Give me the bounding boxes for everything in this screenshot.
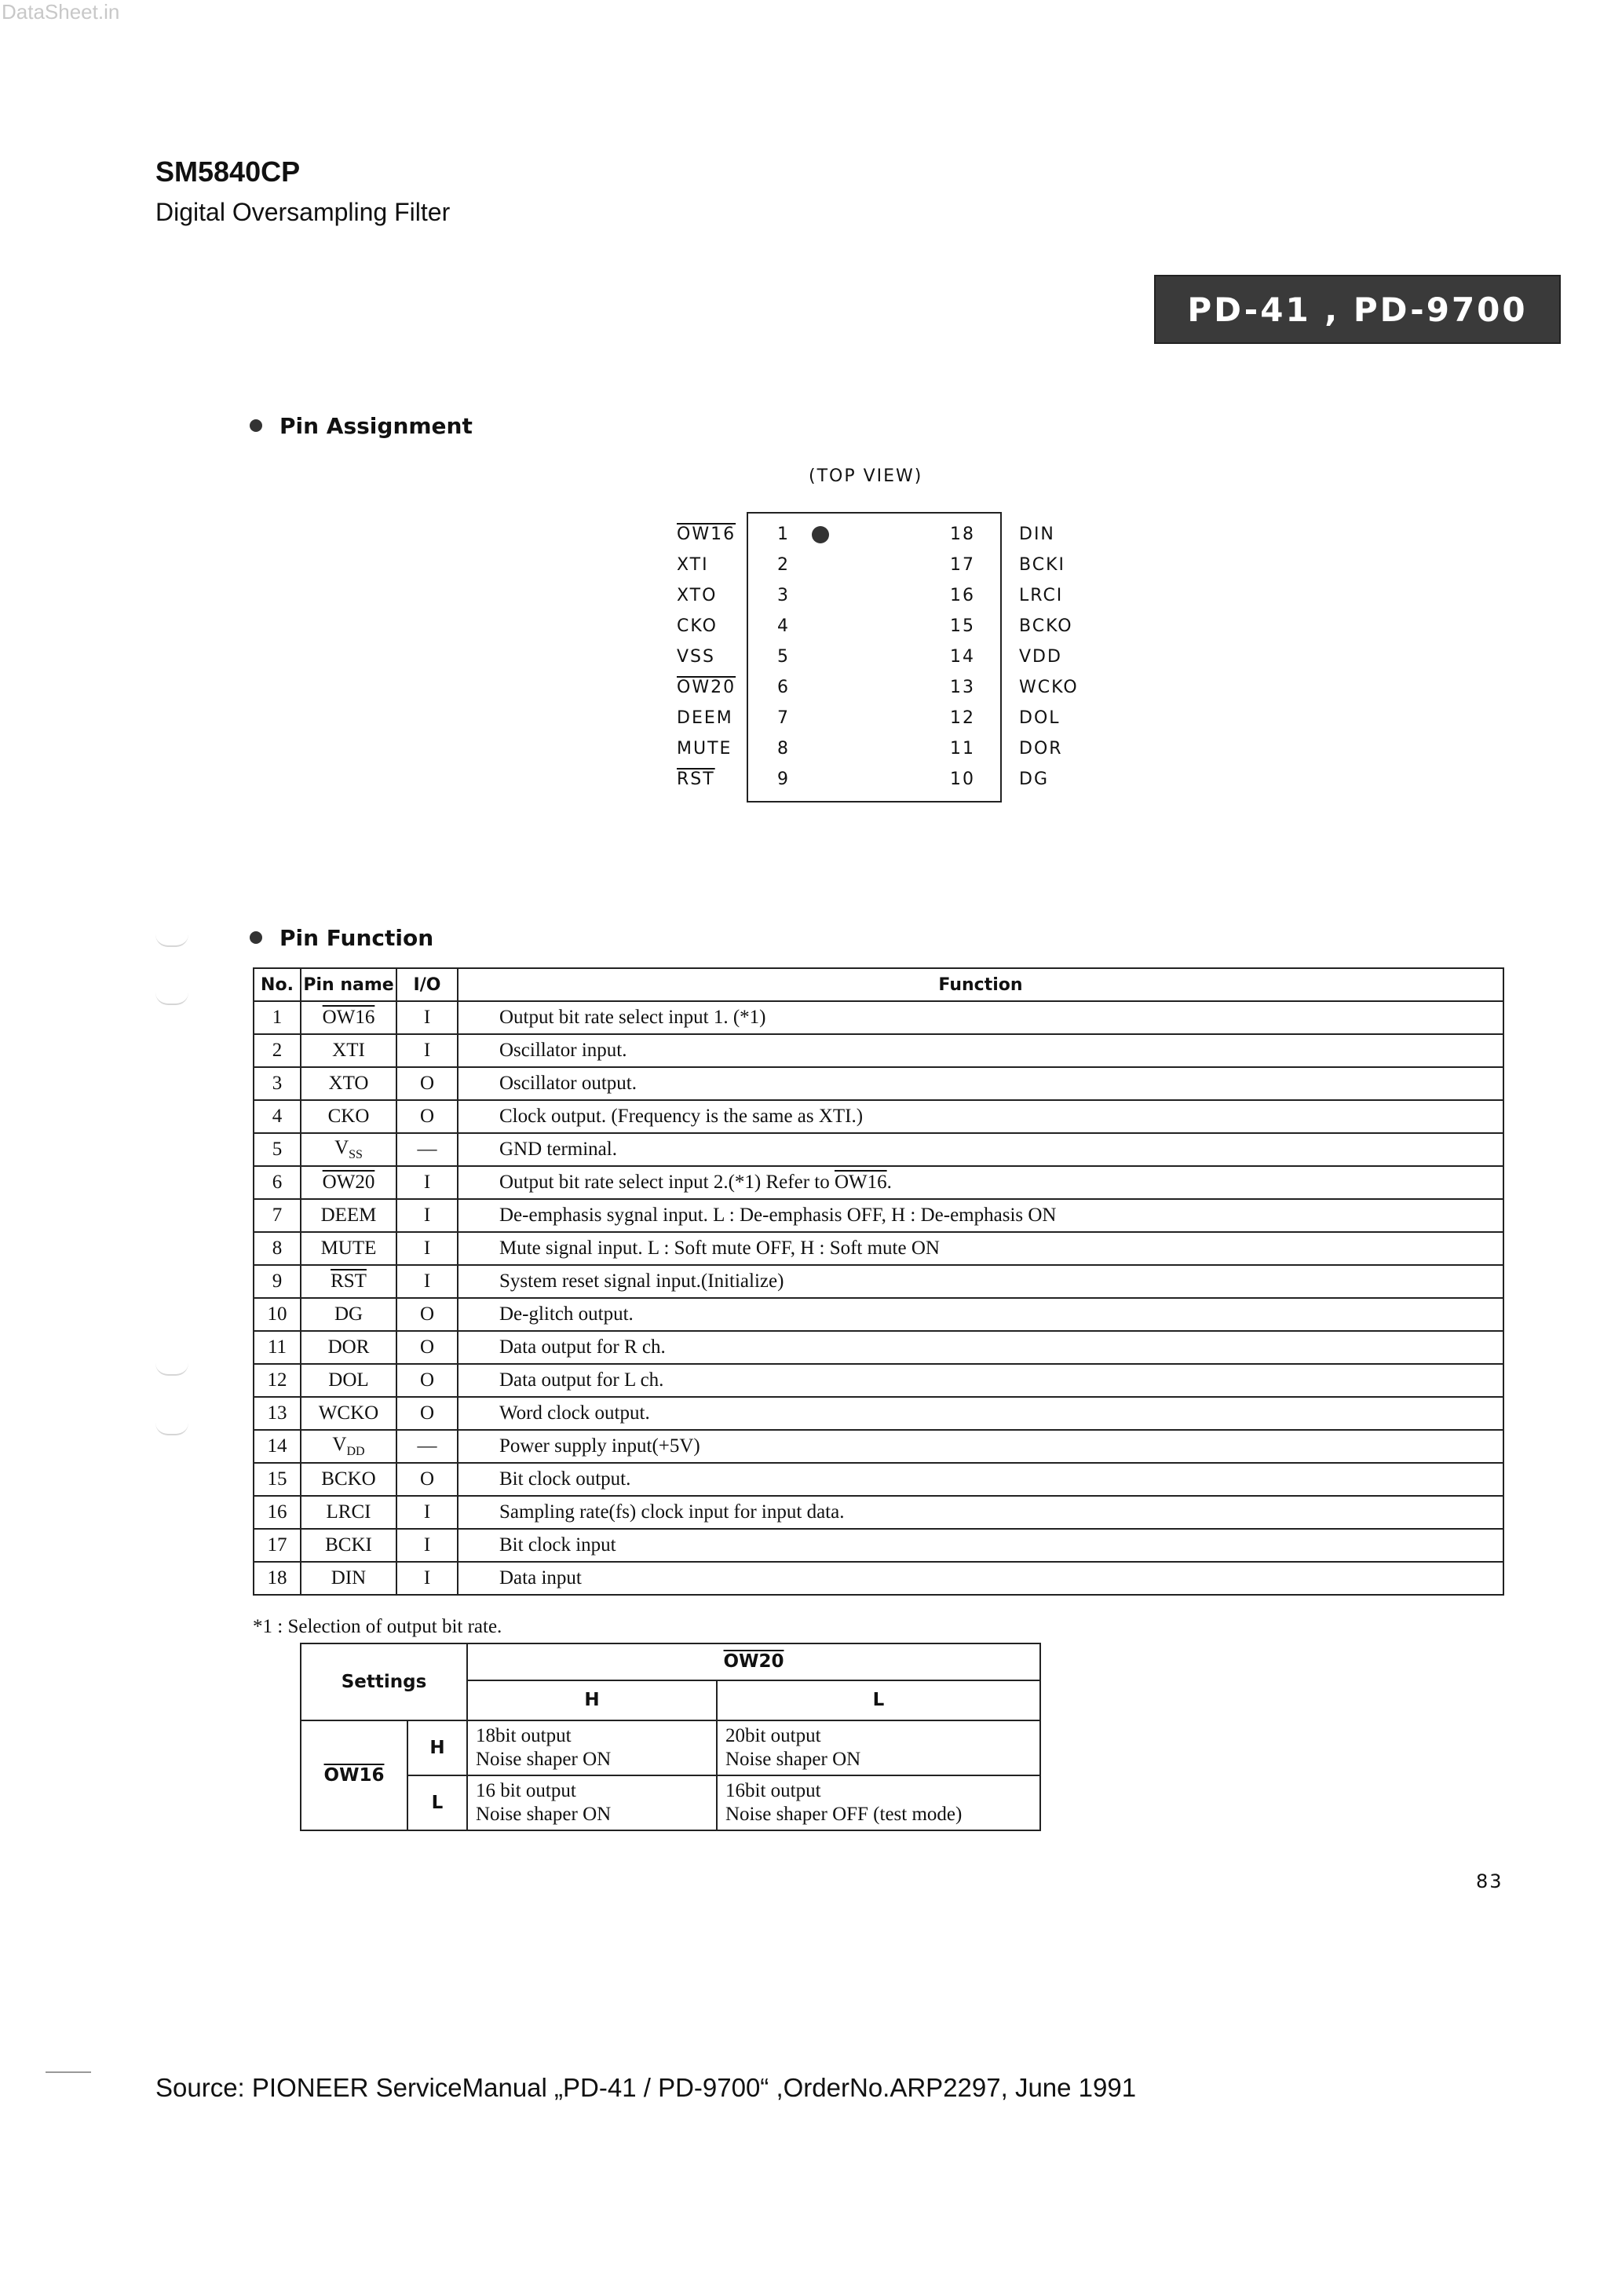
left-pin-number: 8: [777, 739, 790, 759]
pin-no-cell: 5: [254, 1133, 301, 1166]
pin-no-cell: 8: [254, 1232, 301, 1265]
pin-no-cell: 3: [254, 1067, 301, 1100]
pin-io-cell: —: [396, 1430, 458, 1463]
pin-io-cell: O: [396, 1463, 458, 1496]
table-row: [254, 1397, 1503, 1430]
pin-no-cell: 9: [254, 1265, 301, 1298]
pin-name-cell: WCKO: [301, 1397, 396, 1430]
ow16-h-label: H: [407, 1720, 467, 1775]
settings-header-row: [301, 1643, 1040, 1680]
table-row: [254, 1001, 1503, 1034]
left-pin-name: OW20: [677, 678, 736, 697]
pin-name-cell: $V_{SS}$: [301, 1133, 396, 1166]
pin-function-cell: Word clock output.: [458, 1397, 1503, 1430]
punch-hole-mark: [155, 1423, 188, 1435]
bullet-icon: [250, 419, 262, 432]
table-row: [254, 1463, 1503, 1496]
pin-name-cell: $V_{DD}$: [301, 1430, 396, 1463]
left-pin-number: 3: [777, 586, 790, 605]
right-pin-number: 14: [950, 647, 975, 667]
pin-assignment-title: Pin Assignment: [279, 413, 473, 439]
pin-no-cell: 12: [254, 1364, 301, 1397]
pin-io-cell: —: [396, 1133, 458, 1166]
col-io-header: I/O: [396, 968, 458, 1001]
right-pin-number: 15: [950, 616, 975, 636]
pin-function-table: [253, 967, 1504, 1596]
table-row: [254, 1529, 1503, 1562]
right-pin-name: BCKI: [1019, 555, 1065, 575]
source-citation: Source: PIONEER ServiceManual „PD-41 / PD-9700“ ,OrderNo.ARP2297, June 1991: [155, 2073, 1137, 2102]
ow20-h-header: H: [467, 1680, 717, 1720]
pin-no-cell: 15: [254, 1463, 301, 1496]
pin-name-cell: OW16: [301, 1001, 396, 1034]
pin-name-cell: BCKO: [301, 1463, 396, 1496]
col-function-header: Function: [458, 968, 1503, 1001]
pin-io-cell: I: [396, 1496, 458, 1529]
pin-name-cell: DIN: [301, 1562, 396, 1595]
pin-name-cell: XTO: [301, 1067, 396, 1100]
left-pin-name: $\overline{RST}$: [677, 770, 715, 789]
pin-function-cell: System reset signal input.(Initialize): [458, 1265, 1503, 1298]
pin-function-cell: Oscillator output.: [458, 1067, 1503, 1100]
pin-name-cell: DOR: [301, 1331, 396, 1364]
table-row: [254, 1232, 1503, 1265]
watermark: DataSheet.in: [2, 0, 120, 24]
chip-subtitle: Digital Oversampling Filter: [155, 198, 451, 226]
pin-no-cell: 11: [254, 1331, 301, 1364]
left-pin-name: OW16: [677, 525, 736, 544]
pin-io-cell: O: [396, 1331, 458, 1364]
pin-function-cell: Mute signal input. L : Soft mute OFF, H : Soft mute ON: [458, 1232, 1503, 1265]
pin-function-cell: Data output for L ch.: [458, 1364, 1503, 1397]
model-badge: [1154, 275, 1561, 344]
pin-io-cell: O: [396, 1298, 458, 1331]
pin-no-cell: 2: [254, 1034, 301, 1067]
settings-row-h: [301, 1720, 1040, 1775]
pin-function-title: Pin Function: [279, 925, 434, 951]
pin-io-cell: I: [396, 1529, 458, 1562]
pin-io-cell: I: [396, 1562, 458, 1595]
left-pin-name: CKO: [677, 616, 718, 636]
pin-no-cell: 13: [254, 1397, 301, 1430]
settings-table: [300, 1643, 1041, 1831]
pin-no-cell: 18: [254, 1562, 301, 1595]
right-pin-number: 17: [950, 555, 975, 575]
pin-function-cell: De-glitch output.: [458, 1298, 1503, 1331]
pin-function-cell: Bit clock output.: [458, 1463, 1503, 1496]
ow20-header: OW20: [467, 1643, 1040, 1680]
pin-name-cell: OW20: [301, 1166, 396, 1199]
right-pin-name: DOL: [1019, 708, 1061, 728]
pin-name-cell: BCKI: [301, 1529, 396, 1562]
top-view-label: (TOP VIEW): [809, 466, 923, 486]
right-pin-number: 18: [950, 525, 975, 544]
left-pin-number: 6: [777, 678, 790, 697]
pin-function-cell: Bit clock input: [458, 1529, 1503, 1562]
left-pin-name: XTO: [677, 586, 718, 605]
pin-function-body: [254, 1001, 1503, 1595]
left-pin-name: XTI: [677, 555, 709, 575]
settings-header: Settings: [301, 1643, 467, 1720]
right-pin-name: WCKO: [1019, 678, 1079, 697]
pin-no-cell: 16: [254, 1496, 301, 1529]
pin-name-cell: LRCI: [301, 1496, 396, 1529]
left-pin-name: DEEM: [677, 708, 733, 728]
table-row: [254, 1298, 1503, 1331]
pin-function-cell: Sampling rate(fs) clock input for input data.: [458, 1496, 1503, 1529]
right-pin-number: 12: [950, 708, 975, 728]
table-row: [254, 1265, 1503, 1298]
pin-io-cell: I: [396, 1232, 458, 1265]
pin-function-cell: Clock output. (Frequency is the same as XTI.): [458, 1100, 1503, 1133]
table-row: [254, 1331, 1503, 1364]
pin-name-cell: $\overline{RST}$: [301, 1265, 396, 1298]
pin-name-cell: CKO: [301, 1100, 396, 1133]
right-pin-name: BCKO: [1019, 616, 1073, 636]
pin-io-cell: O: [396, 1100, 458, 1133]
pin-function-cell: GND terminal.: [458, 1133, 1503, 1166]
ow20-l-header: L: [717, 1680, 1040, 1720]
table-header-row: [254, 968, 1503, 1001]
setting-hh: 18bit output Noise shaper ON: [467, 1720, 717, 1775]
right-pin-number: 11: [950, 739, 975, 759]
pin-function-cell: De-emphasis sygnal input. L : De-emphasis OFF, H : De-emphasis ON: [458, 1199, 1503, 1232]
pin-function-cell: Output bit rate select input 1. (*1): [458, 1001, 1503, 1034]
pin-function-cell: Data input: [458, 1562, 1503, 1595]
pin-no-cell: 6: [254, 1166, 301, 1199]
setting-ll: 16bit output Noise shaper OFF (test mode): [717, 1775, 1040, 1830]
pin-name-cell: XTI: [301, 1034, 396, 1067]
punch-hole-mark: [155, 1363, 188, 1376]
pin-no-cell: 17: [254, 1529, 301, 1562]
right-pin-number: 16: [950, 586, 975, 605]
punch-hole-mark: [155, 934, 188, 947]
ow16-header: OW16: [301, 1720, 407, 1830]
right-pin-number: 13: [950, 678, 975, 697]
punch-hole-mark: [155, 993, 188, 1005]
pin-function-heading: [250, 925, 433, 951]
pin-name-cell: MUTE: [301, 1232, 396, 1265]
pin-io-cell: O: [396, 1067, 458, 1100]
footnote: *1 : Selection of output bit rate.: [253, 1616, 502, 1637]
left-pin-number: 2: [777, 555, 790, 575]
right-pin-name: DOR: [1019, 739, 1063, 759]
pin1-marker-icon: [812, 526, 829, 543]
table-row: [254, 1166, 1503, 1199]
setting-hl: 20bit output Noise shaper ON: [717, 1720, 1040, 1775]
pin-name-cell: DOL: [301, 1364, 396, 1397]
pin-io-cell: I: [396, 1034, 458, 1067]
table-row: [254, 1199, 1503, 1232]
left-pin-number: 4: [777, 616, 790, 636]
table-row: [254, 1562, 1503, 1595]
pin-name-cell: DEEM: [301, 1199, 396, 1232]
pin-io-cell: I: [396, 1001, 458, 1034]
table-row: [254, 1034, 1503, 1067]
pin-io-cell: I: [396, 1199, 458, 1232]
pin-io-cell: O: [396, 1364, 458, 1397]
bullet-icon: [250, 931, 262, 944]
left-pin-name: VSS: [677, 647, 715, 667]
ow16-l-label: L: [407, 1775, 467, 1830]
col-pin-name-header: Pin name: [301, 968, 396, 1001]
right-pin-name: DIN: [1019, 525, 1055, 544]
table-row: [254, 1430, 1503, 1463]
col-no-header: No.: [254, 968, 301, 1001]
left-pin-number: 1: [777, 525, 790, 544]
pin-io-cell: O: [396, 1397, 458, 1430]
table-row: [254, 1100, 1503, 1133]
table-row: [254, 1133, 1503, 1166]
pin-function-cell: Output bit rate select input 2.(*1) Refer to OW16.: [458, 1166, 1503, 1199]
pin-name-cell: DG: [301, 1298, 396, 1331]
setting-lh: 16 bit output Noise shaper ON: [467, 1775, 717, 1830]
pin-function-cell: Data output for R ch.: [458, 1331, 1503, 1364]
settings-row-l: [301, 1775, 1040, 1830]
left-pin-number: 5: [777, 647, 790, 667]
pin-function-cell: Oscillator input.: [458, 1034, 1503, 1067]
model-badge-text: PD-41 , PD-9700: [1187, 290, 1528, 329]
pin-no-cell: 10: [254, 1298, 301, 1331]
pin-no-cell: 14: [254, 1430, 301, 1463]
left-pin-name: MUTE: [677, 739, 732, 759]
left-pin-number: 7: [777, 708, 790, 728]
table-row: [254, 1364, 1503, 1397]
pin-function-cell: Power supply input(+5V): [458, 1430, 1503, 1463]
page-number: 83: [1476, 1870, 1503, 1892]
right-pin-name: VDD: [1019, 647, 1062, 667]
pin-io-cell: I: [396, 1265, 458, 1298]
pin-no-cell: 4: [254, 1100, 301, 1133]
right-pin-name: LRCI: [1019, 586, 1064, 605]
pin-assignment-heading: [250, 413, 473, 439]
right-pin-name: DG: [1019, 770, 1049, 789]
table-row: [254, 1496, 1503, 1529]
chip-title: SM5840CP: [155, 155, 301, 188]
pin-no-cell: 1: [254, 1001, 301, 1034]
scan-line: [46, 2071, 91, 2073]
pin-io-cell: I: [396, 1166, 458, 1199]
pin-no-cell: 7: [254, 1199, 301, 1232]
right-pin-number: 10: [950, 770, 975, 789]
left-pin-number: 9: [777, 770, 790, 789]
table-row: [254, 1067, 1503, 1100]
